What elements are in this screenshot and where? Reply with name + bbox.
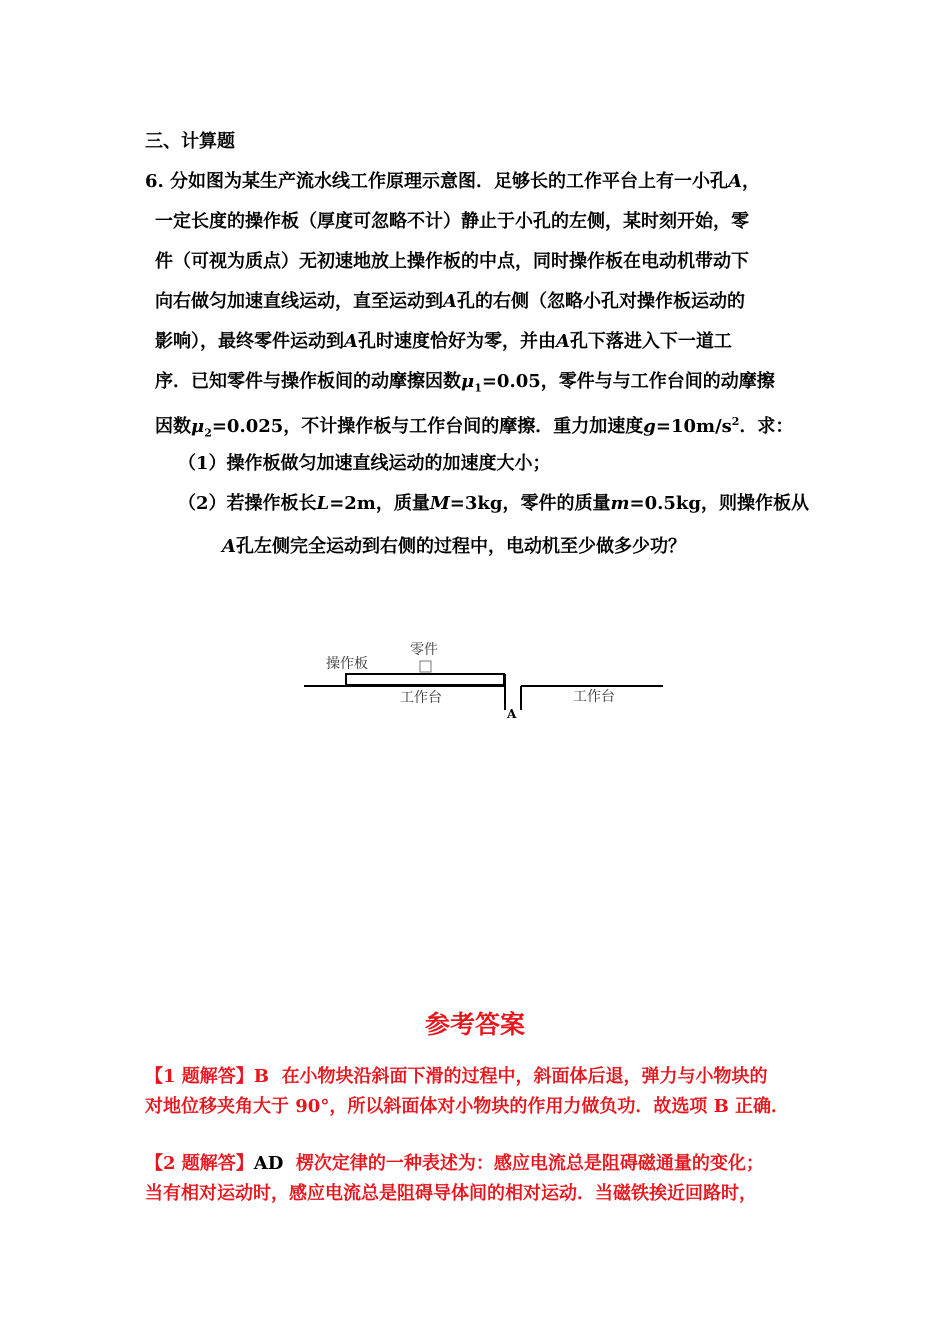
problem-line-4: 向右做匀加速直线运动，直至运动到A孔的右侧（忽略小孔对操作板运动的 bbox=[155, 291, 745, 312]
answers-title: 参考答案 bbox=[424, 1010, 525, 1039]
problem-line-3: 件（可视为质点）无初速地放上操作板的中点，同时操作板在电动机带动下 bbox=[155, 251, 749, 272]
part-box bbox=[420, 661, 431, 672]
table-right-label: 工作台 bbox=[573, 689, 615, 705]
conveyor-diagram bbox=[300, 630, 680, 730]
problem-line-6: 序．已知零件与操作板间的动摩擦因数$\mu_1=0.05$，零件与与工作台间的动摩擦 bbox=[155, 371, 775, 395]
problem-line-1: 6. 分如图为某生产流水线工作原理示意图．足够长的工作平台上有一小孔A， bbox=[145, 171, 761, 192]
operation-board bbox=[346, 674, 504, 685]
question-2: （2）若操作板长L=2m，质量M=3kg，零件的质量m=0.5kg，则操作板从 bbox=[178, 493, 809, 514]
problem-line-7: 因数$\mu_2=0.025$，不计操作板与工作台间的摩擦．重力加速度$g=10m/s^2$．求： bbox=[155, 415, 794, 440]
question-1: （1）操作板做匀加速直线运动的加速度大小； bbox=[178, 453, 551, 474]
problem-line-5: 影响），最终零件运动到A孔时速度恰好为零，并由A孔下落进入下一道工 bbox=[155, 331, 732, 352]
hole-label: A bbox=[507, 707, 517, 721]
question-2-continued: A孔左侧完全运动到右侧的过程中，电动机至少做多少功？ bbox=[222, 536, 686, 557]
part-label: 零件 bbox=[410, 642, 438, 658]
answer-2-line-1: 【2 题解答】AD 楞次定律的一种表述为：感应电流总是阻碍磁通量的变化； bbox=[145, 1153, 764, 1174]
answer-1-line-2: 对地位移夹角大于 90°，所以斜面体对小物块的作用力做负功．故选项 B 正确． bbox=[145, 1096, 790, 1117]
board-label: 操作板 bbox=[326, 656, 368, 672]
section-title: 三、计算题 bbox=[145, 131, 235, 152]
problem-line-2: 一定长度的操作板（厚度可忽略不计）静止于小孔的左侧，某时刻开始，零 bbox=[155, 211, 749, 232]
answer-2-line-2: 当有相对运动时，感应电流总是阻碍导体间的相对运动．当磁铁挨近回路时， bbox=[145, 1183, 757, 1204]
answer-1-line-1: 【1 题解答】B 在小物块沿斜面下滑的过程中，斜面体后退，弹力与小物块的 bbox=[145, 1066, 768, 1087]
table-left-label: 工作台 bbox=[400, 690, 442, 706]
